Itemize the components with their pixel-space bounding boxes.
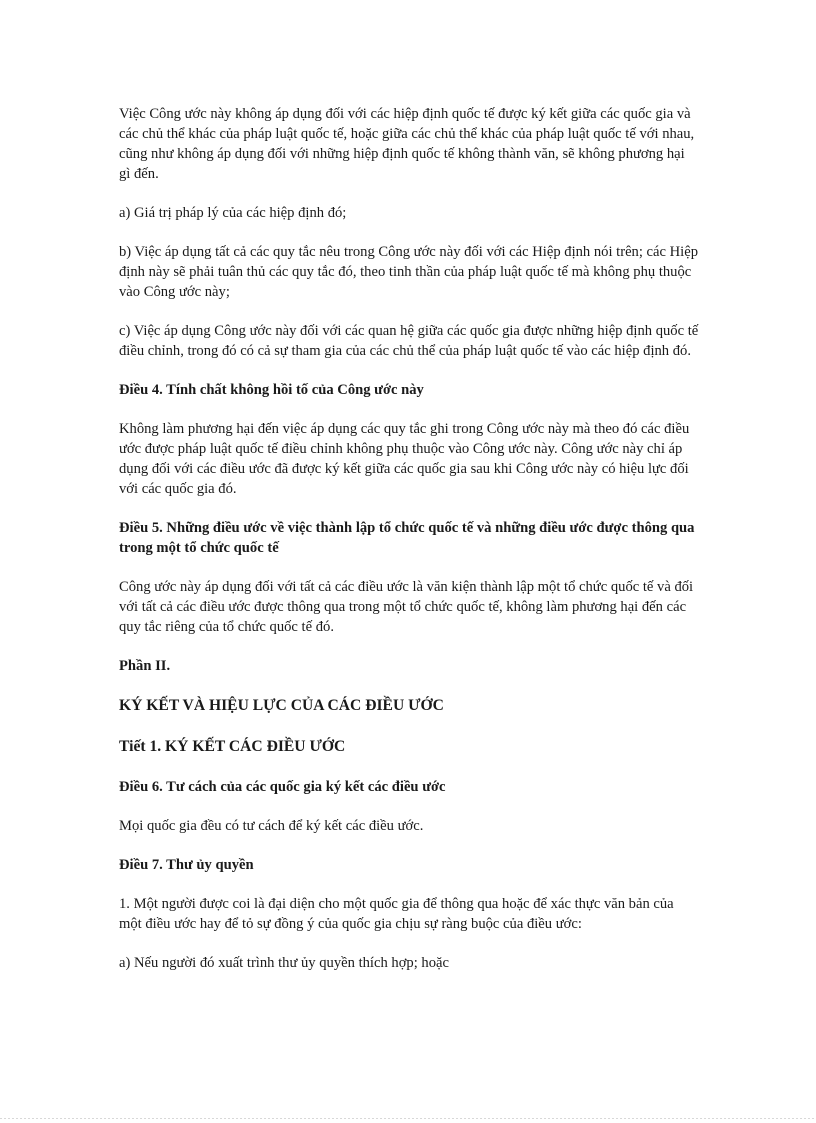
paragraph-article-4-body: Không làm phương hại đến việc áp dụng các quy tắc ghi trong Công ước này mà theo đó các điều ước được pháp luật quốc tế điều chỉnh không phụ thuộc vào Công ước này. Công ước này chỉ áp dụng đối với các điều ước đã được ký kết giữa các quốc gia sau khi Công ước này có hiệu lực đối với các quốc gia đó. [119,421,690,497]
heading-article-6: Điều 6. Tư cách của các quốc gia ký kết các điều ước [119,779,446,795]
paragraph-article-5-body: Công ước này áp dụng đối với tất cả các điều ước là văn kiện thành lập một tổ chức quốc tế và đối với tất cả các điều ước được thông qua trong một tổ chức quốc tế, không làm phương hại đến các quy tắc riêng của tổ chức quốc tế đó. [119,579,694,635]
heading-article-5: Điều 5. Những điều ước về việc thành lập tổ chức quốc tế và những điều ước được thông qua trong một tổ chức quốc tế [119,520,695,556]
paragraph-item-c-relations: c) Việc áp dụng Công ước này đối với các quan hệ giữa các quốc gia được những hiệp định quốc tế điều chỉnh, trong đó có cả sự tham gia của các chủ thể của pháp luật quốc tế vào các hiệp định đó. [119,323,699,359]
paragraph-article-7-item-a: a) Nếu người đó xuất trình thư ủy quyền thích hợp; hoặc [119,955,449,971]
paragraph-scope-exclusion: Việc Công ước này không áp dụng đối với các hiệp định quốc tế được ký kết giữa các quốc gia và các chủ thể khác của pháp luật quốc tế, hoặc giữa các chủ thể khác của pháp luật quốc tế với nhau, cũng như không áp dụng đối với những hiệp định quốc tế không thành văn, sẽ không phương hại gì đến. [119,106,695,182]
paragraph-article-6-body: Mọi quốc gia đều có tư cách để ký kết các điều ước. [119,818,424,834]
heading-part-2-title: KÝ KẾT VÀ HIỆU LỰC CỦA CÁC ĐIỀU ƯỚC [119,697,444,714]
paragraph-item-a-legal-value: a) Giá trị pháp lý của các hiệp định đó; [119,205,347,221]
paragraph-item-b-application: b) Việc áp dụng tất cả các quy tắc nêu trong Công ước này đối với các Hiệp định nói trên; các Hiệp định này sẽ phải tuân thủ các quy tắc đó, theo tinh thần của pháp luật quốc tế mà không phụ thuộc vào Công ước này; [119,244,698,300]
heading-article-4: Điều 4. Tính chất không hồi tố của Công ước này [119,382,424,398]
heading-article-7: Điều 7. Thư ủy quyền [119,857,254,873]
page-bottom-border [0,1118,816,1119]
paragraph-article-7-clause-1: 1. Một người được coi là đại diện cho một quốc gia để thông qua hoặc để xác thực văn bản của một điều ước hay để tỏ sự đồng ý của quốc gia chịu sự ràng buộc của điều ước: [119,896,674,932]
heading-part-2: Phần II. [119,658,171,674]
heading-section-1: Tiết 1. KÝ KẾT CÁC ĐIỀU ƯỚC [119,738,346,755]
document-page [119,104,699,973]
